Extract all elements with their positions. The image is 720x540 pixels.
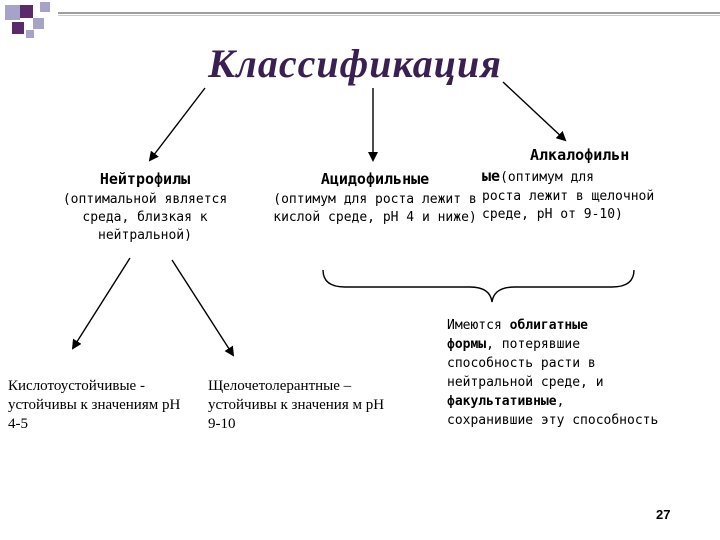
curly-brace (323, 270, 634, 302)
alkali-tolerant-block (208, 377, 384, 434)
obligate-note-line6: сохранившие эту способность (447, 413, 659, 428)
alkaliphiles-label-line2: ые (482, 167, 501, 185)
obligate-note-line3: способность расти в (447, 356, 596, 371)
arrow-to-alkaliphiles (503, 82, 565, 140)
neutrophils-label: Нейтрофилы (99, 170, 191, 188)
acid-tolerant-line3: 4-5 (8, 416, 28, 432)
alkali-tolerant-label: Щелочетолерантные – (208, 378, 352, 394)
obligate-note (447, 316, 687, 430)
acid-tolerant-block (8, 377, 180, 434)
page-title: Классификация (208, 41, 502, 86)
obligate-note-line4: нейтральной среде, и (447, 375, 604, 390)
arrow-to-acid-tolerant (73, 258, 130, 348)
obligate-note-line1: Имеются облигатные (447, 318, 588, 333)
acid-tolerant-line2: устойчивы к значениям рН (8, 397, 181, 413)
acidophiles-description: (оптимум для роста лежит в кислой среде, рН 4 и ниже) (273, 192, 477, 225)
neutrophils-description: (оптимальной является среда, близкая к нейтральной) (62, 192, 228, 243)
alkali-tolerant-line3: 9-10 (208, 416, 236, 432)
arrow-to-neutrophils (150, 88, 205, 160)
alkaliphiles-description-start: (оптимум для (500, 170, 594, 185)
obligate-note-line5: факультативные, (447, 394, 565, 409)
page-number: 27 (656, 507, 671, 522)
obligate-note-line2: формы, потерявшие (447, 337, 581, 352)
acidophiles-label: Ацидофильные (320, 170, 430, 188)
acid-tolerant-label: Кислотоустойчивые - (8, 378, 145, 394)
alkali-tolerant-line2: устойчивы к значения м рН (208, 397, 385, 413)
alkaliphiles-label-line1: Алкалофильн (530, 146, 630, 164)
alkaliphiles-description: роста лежит в щелочной среде, рН от 9-10) (482, 189, 655, 222)
alkaliphiles-line2 (482, 166, 594, 187)
arrow-to-alkali-tolerant (172, 260, 233, 355)
